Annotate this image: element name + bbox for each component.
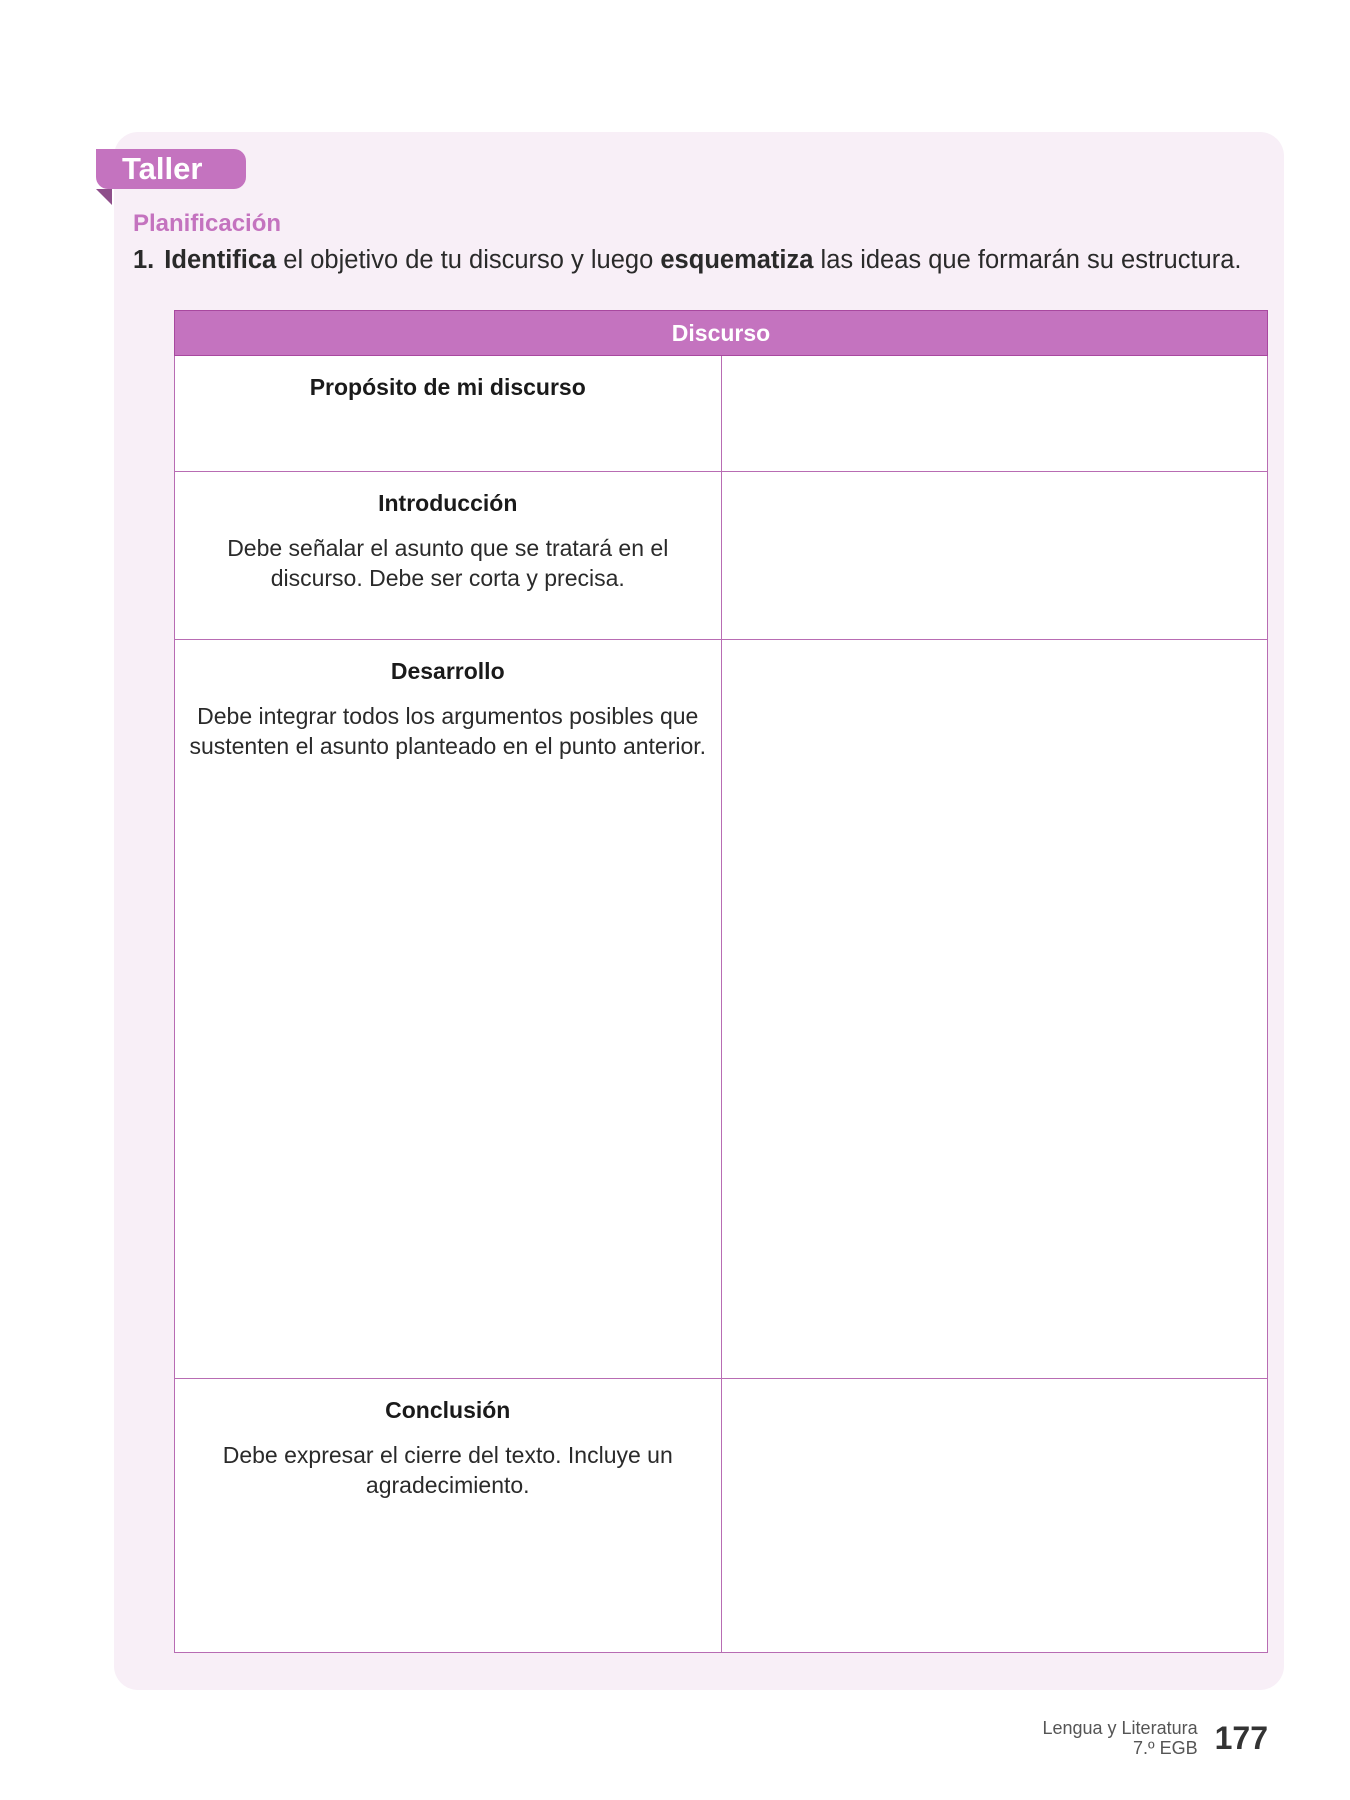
- instruction-keyword-outline: esquematiza: [660, 246, 814, 274]
- row-label-cell: [175, 356, 722, 472]
- row-label-cell: [175, 472, 722, 640]
- row-description-conclusion: Debe expresar el cierre del texto. Incluye un agradecimiento.: [222, 1442, 673, 1498]
- speech-planning-table: [174, 310, 1268, 1653]
- row-title-conclusion: Conclusión: [385, 1397, 511, 1423]
- table-header: Discurso: [175, 311, 1268, 356]
- row-title-purpose: Propósito de mi discurso: [309, 374, 586, 400]
- answer-cell-development[interactable]: [721, 640, 1268, 1379]
- table-row: [175, 472, 1268, 640]
- footer-book-info: [1042, 1718, 1197, 1758]
- instruction-text: [133, 246, 1263, 275]
- instruction-text-part2: las ideas que formarán su estructura.: [813, 246, 1242, 274]
- answer-cell-conclusion[interactable]: [721, 1379, 1268, 1653]
- table-row: [175, 356, 1268, 472]
- instruction-number: 1.: [133, 246, 155, 274]
- row-label-cell: [175, 640, 722, 1379]
- page-footer: [1042, 1718, 1268, 1758]
- footer-grade: 7.º EGB: [1132, 1738, 1198, 1758]
- row-label-cell: [175, 1379, 722, 1653]
- tab-fold-decoration: [96, 189, 112, 205]
- section-tab: [96, 149, 246, 189]
- section-heading: Planificación: [133, 210, 282, 237]
- row-description-development: Debe integrar todos los argumentos posibles que sustenten el asunto planteado en el punto anterior.: [189, 703, 707, 759]
- row-title-introduction: Introducción: [378, 490, 518, 516]
- page-number: 177: [1214, 1720, 1268, 1756]
- table-row: [175, 640, 1268, 1379]
- answer-cell-purpose[interactable]: [721, 356, 1268, 472]
- row-title-development: Desarrollo: [390, 658, 505, 684]
- footer-book-title: Lengua y Literatura: [1042, 1718, 1198, 1738]
- instruction-text-part1: el objetivo de tu discurso y luego: [276, 246, 661, 274]
- answer-cell-introduction[interactable]: [721, 472, 1268, 640]
- instruction-keyword-identify: Identifica: [164, 246, 277, 274]
- table-row: [175, 1379, 1268, 1653]
- row-description-introduction: Debe señalar el asunto que se tratará en el discurso. Debe ser corta y precisa.: [227, 535, 669, 591]
- tab-label: Taller: [122, 151, 203, 186]
